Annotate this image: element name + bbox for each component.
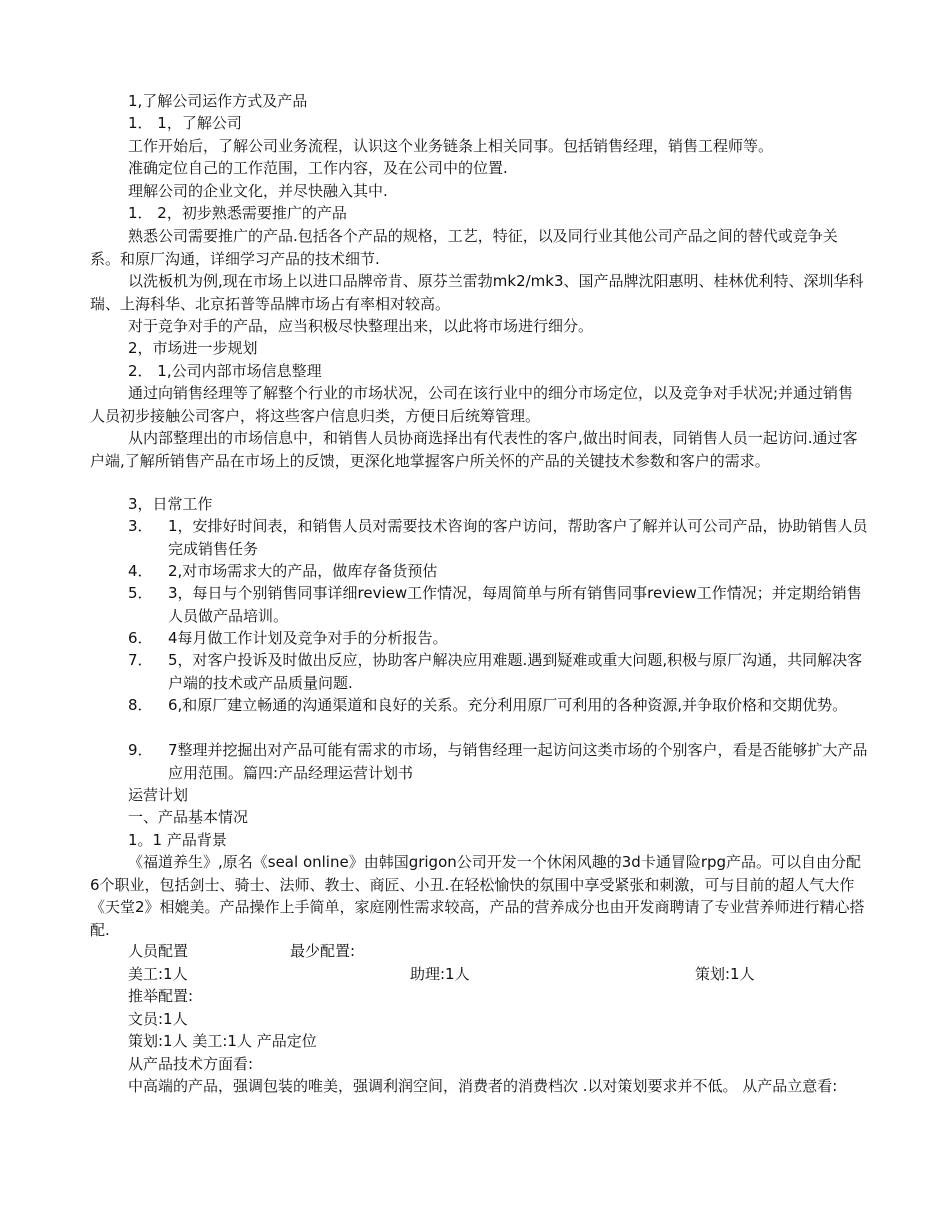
list-text: 7整理并挖掘出对产品可能有需求的市场，与销售经理一起访问这类市场的个别客户，看是否能够扩大产品应用范围。篇四:产品经理运营计划书 [168, 741, 868, 782]
subheading-2-1: 2． 1,公司内部市场信息整理 [128, 362, 322, 380]
staff-assistant: 助理:1人 [410, 965, 470, 983]
paragraph: 以洗板机为例,现在市场上以进口品牌帝肯、原芬兰雷勃mk2/mk3、国产品牌沈阳惠明、桂林优利特、深圳华科瑞、上海科华、北京拓普等品牌市场占有率相对较高。 [90, 272, 864, 313]
list-text: 6,和原厂建立畅通的沟通渠道和良好的关系。充分利用原厂可利用的各种资源,并争取价格和交期优势。 [168, 696, 848, 714]
list-number: 4． [128, 562, 153, 580]
paragraph: 从内部整理出的市场信息中，和销售人员协商选择出有代表性的客户,做出时间表，同销售人员一起访问.通过客户端,了解所销售产品在市场上的反馈，更深化地掌握客户所关怀的产品的关键技术参数和客户的需求。 [90, 429, 858, 470]
list-number: 8． [128, 696, 153, 714]
paragraph: 从产品技术方面看: [128, 1055, 254, 1073]
list-number: 7． [128, 651, 153, 669]
heading-product-info: 一、产品基本情况 [128, 808, 249, 826]
heading-1: 1,了解公司运作方式及产品 [128, 92, 308, 110]
staffing-label: 人员配置 [128, 942, 189, 960]
staff-clerk: 文员:1人 [128, 1010, 188, 1028]
list-item [128, 582, 868, 627]
recommended-config-label: 推举配置: [128, 987, 194, 1005]
list-number: 3． [128, 517, 153, 535]
list-item [128, 649, 868, 694]
list-item [128, 515, 868, 560]
list-text: 4每月做工作计划及竞争对手的分析报告。 [168, 629, 448, 647]
list-item [128, 739, 868, 784]
list-number: 9． [128, 741, 153, 759]
paragraph: 熟悉公司需要推广的产品.包括各个产品的规格，工艺，特征，以及同行业其他公司产品之间的替代或竞争关系。和原厂沟通，详细学习产品的技术细节. [90, 227, 838, 268]
staff-artist: 美工:1人 [128, 965, 188, 983]
heading-3: 3，日常工作 [128, 495, 213, 513]
list-item [128, 694, 868, 717]
paragraph: 中高端的产品，强调包装的唯美，强调利润空间，消费者的消费档次 .以对策划要求并不低。 从产品立意看: [128, 1077, 838, 1095]
heading-2: 2，市场进一步规划 [128, 339, 258, 357]
list-item [128, 627, 868, 650]
list-text: 2,对市场需求大的产品，做库存备货预估 [168, 562, 438, 580]
staff-planner: 策划:1人 [695, 965, 755, 983]
paragraph: 工作开始后，了解公司业务流程，认识这个业务链条上相关同事。包括销售经理，销售工程师等。 [128, 137, 774, 155]
paragraph: 对于竞争对手的产品，应当积极尽快整理出来，以此将市场进行细分。 [128, 317, 594, 335]
section-title: 运营计划 [128, 786, 189, 804]
list-item [128, 560, 868, 583]
list-number: 5． [128, 584, 153, 602]
list-text: 3，每日与个别销售同事详细review工作情况，每周简单与所有销售同事review工作情况；并定期给销售人员做产品培训。 [168, 584, 862, 625]
paragraph: 策划:1人 美工:1人 产品定位 [128, 1032, 317, 1050]
subheading-1-1: 1． 1，了解公司 [128, 114, 242, 132]
list-text: 5，对客户投诉及时做出反应，协助客户解决应用难题.遇到疑难或重大问题,积极与原厂沟通，共同解决客户端的技术或产品质量问题. [168, 651, 863, 692]
minimum-config-label: 最少配置: [290, 942, 356, 960]
subheading-1-2: 1． 2，初步熟悉需要推广的产品 [128, 204, 347, 222]
subheading-product-background: 1。1 产品背景 [128, 831, 227, 849]
paragraph: 《福道养生》,原名《seal online》由韩国grigon公司开发一个休闲风趣的3d卡通冒险rpg产品。可以自由分配6个职业，包括剑士、骑士、法师、教士、商匠、小丑.在轻松愉快的氛围中享受紧张和刺激，可与目前的超人气大作《天堂2》相媲美。产品操作上手简单，家庭刚性需求较高，产品的营养成分也由开发商聘请了专业营养师进行精心搭配. [90, 853, 865, 939]
paragraph: 理解公司的企业文化，并尽快融入其中. [128, 182, 388, 200]
paragraph: 通过向销售经理等了解整个行业的市场状况，公司在该行业中的细分市场定位，以及竞争对手状况;并通过销售人员初步接触公司客户，将这些客户信息归类，方便日后统筹管理。 [90, 384, 854, 425]
list-number: 6． [128, 629, 153, 647]
paragraph: 准确定位自己的工作范围，工作内容，及在公司中的位置. [128, 159, 508, 177]
list-text: 1，安排好时间表，和销售人员对需要技术咨询的客户访问，帮助客户了解并认可公司产品，协助销售人员完成销售任务 [168, 517, 868, 558]
